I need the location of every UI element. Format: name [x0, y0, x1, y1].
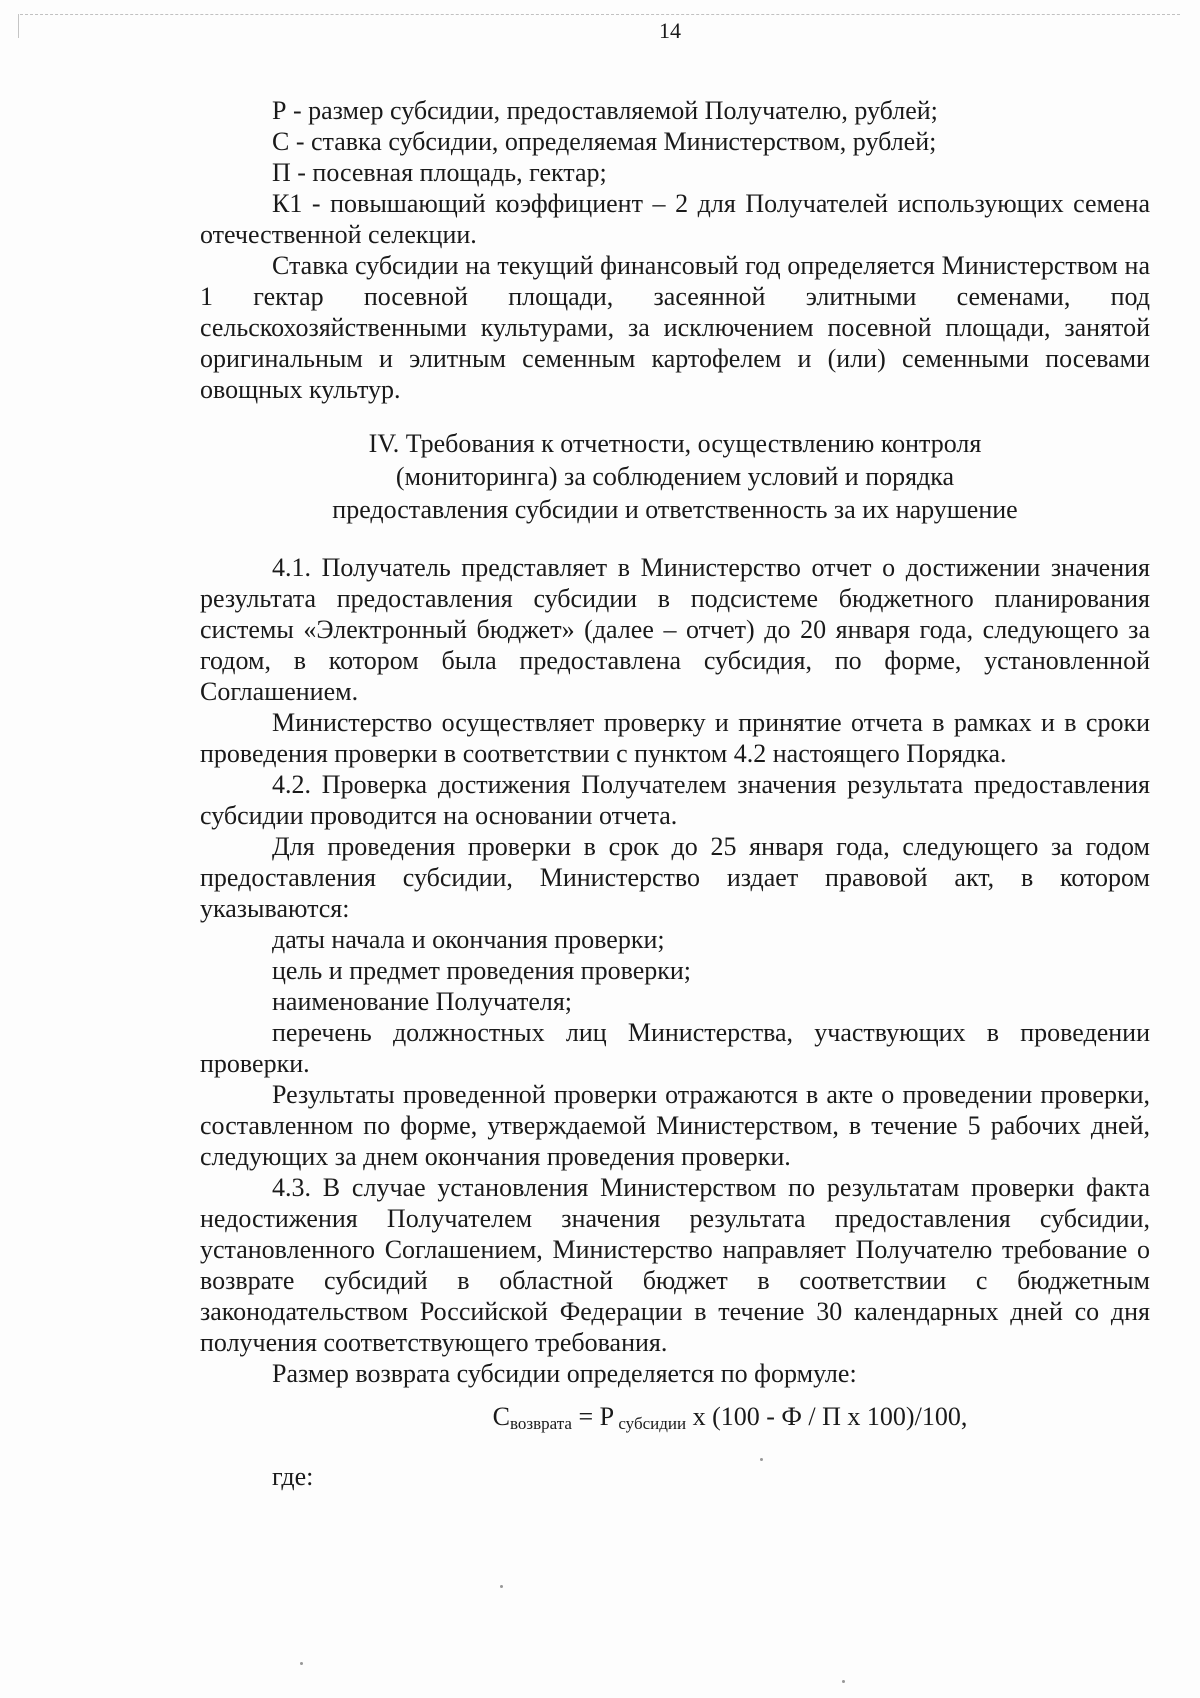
definition-r: Р - размер субсидии, предоставляемой Получателю, рублей;	[272, 96, 938, 125]
where-label: где:	[272, 1462, 314, 1491]
paragraph-4-2-continued: Для проведения проверки в срок до 25 января года, следующего за годом предоставления субсидии, Министерство издает правовой акт, в котором указываются:	[200, 832, 1150, 923]
paragraph-4-2-results: Результаты проведенной проверки отражаются в акте о проведении проверки, составленном по форме, утверждаемой Министерством, в течение 5 рабочих дней, следующих за днем окончания проведения проверки.	[200, 1080, 1150, 1171]
section-heading-line-3: предоставления субсидии и ответственность за их нарушение	[332, 495, 1018, 524]
definition-k1: К1 - повышающий коэффициент – 2 для Получателей использующих семена отечественной селекции.	[200, 189, 1150, 249]
document-body	[200, 95, 1150, 1492]
formula-p-symbol: Р	[599, 1402, 615, 1431]
formula-c-subscript: возврата	[510, 1414, 572, 1433]
definition-c: С - ставка субсидии, определяемая Министерством, рублей;	[272, 127, 937, 156]
scan-speck	[842, 1680, 845, 1683]
section-heading-line-1: IV. Требования к отчетности, осуществлению контроля	[368, 429, 982, 458]
formula-expression: х (100 - Ф / П х 100)/100,	[686, 1402, 968, 1431]
scan-top-edge	[20, 14, 1180, 17]
definition-p: П - посевная площадь, гектар;	[272, 158, 607, 187]
paragraph-4-1-continued: Министерство осуществляет проверку и принятие отчета в рамках и в сроки проведения проверки в соответствии с пунктом 4.2 настоящего Порядка.	[200, 708, 1150, 768]
formula-p-subscript: субсидии	[614, 1414, 687, 1433]
list-item: цель и предмет проведения проверки;	[272, 956, 692, 985]
section-heading	[200, 427, 1150, 526]
section-heading-line-2: (мониторинга) за соблюдением условий и порядка	[395, 462, 955, 491]
list-item: наименование Получателя;	[272, 987, 573, 1016]
paragraph-4-2: 4.2. Проверка достижения Получателем значения результата предоставления субсидии проводится на основании отчета.	[200, 770, 1150, 830]
scan-speck	[500, 1585, 503, 1588]
paragraph-4-1: 4.1. Получатель представляет в Министерство отчет о достижении значения результата предоставления субсидии в подсистеме бюджетного планирования системы «Электронный бюджет» (далее – отчет) до 20 января года, следующего за годом, в котором была предоставлена субсидия, по форме, установленной Соглашением.	[200, 553, 1150, 706]
rate-paragraph: Ставка субсидии на текущий финансовый год определяется Министерством на 1 гектар посевной площади, засеянной элитными семенами, под сельскохозяйственными культурами, за исключением посевной площади, занятой оригинальным и элитным семенным картофелем и (или) семенными посевами овощных культур.	[200, 251, 1150, 404]
list-item: перечень должностных лиц Министерства, участвующих в проведении проверки.	[200, 1018, 1150, 1078]
page-number: 14	[659, 18, 681, 43]
paragraph-4-3: 4.3. В случае установления Министерством по результатам проверки факта недостижения Получателем значения результата предоставления субсидии, установленного Соглашением, Министерство направляет Получателю требование о возврате субсидий в областной бюджет в соответствии с бюджетным законодательством Российской Федерации в течение 30 календарных дней со дня получения соответствующего требования.	[200, 1173, 1150, 1357]
list-item: даты начала и окончания проверки;	[272, 925, 665, 954]
refund-formula	[200, 1401, 1150, 1439]
formula-equals: =	[571, 1402, 600, 1431]
paragraph-4-3-formula-intro: Размер возврата субсидии определяется по формуле:	[272, 1359, 857, 1388]
scan-speck	[760, 1458, 763, 1461]
formula-c-symbol: С	[492, 1402, 510, 1431]
scan-speck	[300, 1662, 303, 1665]
